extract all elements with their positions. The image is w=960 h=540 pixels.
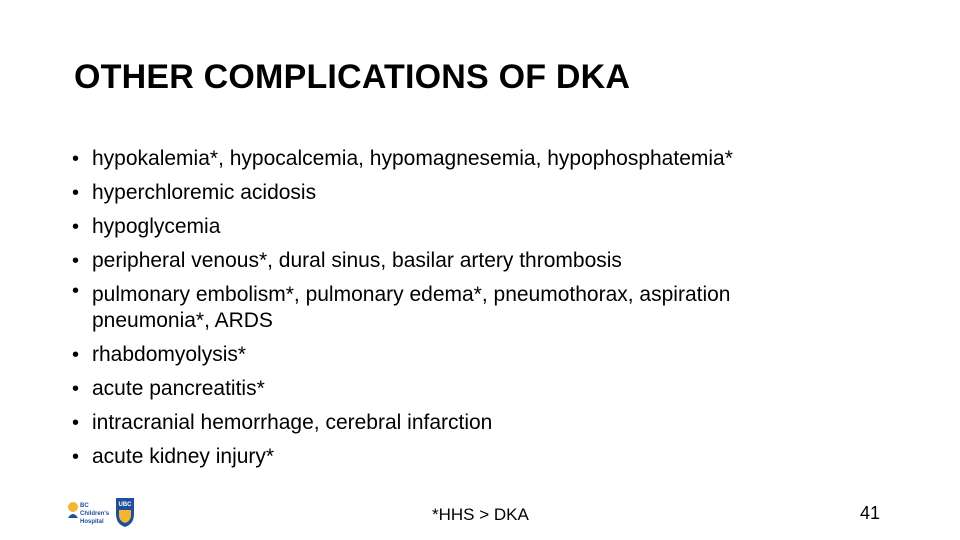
bullet-item: • hypoglycemia: [72, 210, 852, 244]
ubc-crest-logo-icon: [114, 496, 136, 528]
bullet-item: • rhabdomyolysis*: [72, 338, 852, 372]
bullet-item: • acute pancreatitis*: [72, 372, 852, 406]
bullet-item: • hypokalemia*, hypocalcemia, hypomagnesemia, hypophosphatemia*: [72, 142, 852, 176]
bcch-logo-line2: Children's: [80, 511, 110, 517]
bullet-item: • pulmonary embolism*, pulmonary edema*, pneumothorax, aspiration pneumonia*, ARDS: [72, 278, 852, 338]
footnote: *HHS > DKA: [432, 505, 529, 524]
bcch-logo-line3: Hospital: [80, 519, 104, 525]
bcch-logo-line1: BC: [80, 503, 89, 509]
ubc-logo-text: UBC: [118, 502, 132, 508]
bullet-item: • hyperchloremic acidosis: [72, 176, 852, 210]
bullet-item: • acute kidney injury*: [72, 440, 852, 474]
bullet-list: [72, 142, 852, 474]
page-number: 41: [860, 503, 881, 523]
bc-childrens-hospital-logo-icon: [64, 498, 110, 528]
bullet-item: • intracranial hemorrhage, cerebral infarction: [72, 406, 852, 440]
slide-title: OTHER COMPLICATIONS OF DKA: [74, 58, 631, 96]
bullet-item: • peripheral venous*, dural sinus, basilar artery thrombosis: [72, 244, 852, 278]
